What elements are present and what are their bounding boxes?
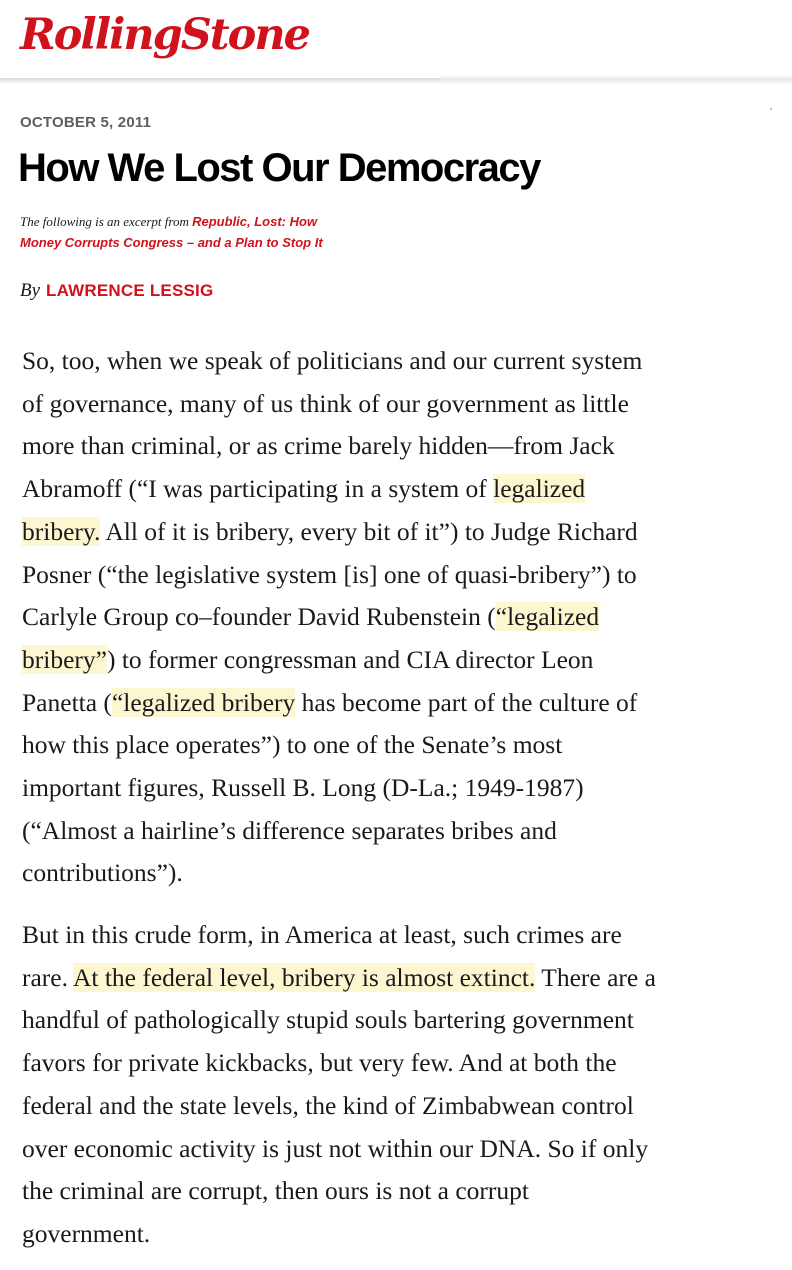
byline: [20, 280, 213, 302]
p2-line: the criminal are corrupt, then ours is not a corrupt: [22, 1176, 529, 1206]
excerpt-intro: The following is an excerpt from: [20, 214, 193, 229]
p1-line: more than criminal, or as crime barely hidden—from Jack: [22, 431, 615, 461]
highlighted-text: bribery.: [22, 516, 101, 546]
p1-line: [22, 468, 792, 511]
p1-line: how this place operates”) to one of the Senate’s most: [22, 730, 563, 760]
rolling-stone-logo[interactable]: RollingStone: [20, 10, 309, 60]
highlighted-text: bribery”: [22, 644, 107, 674]
p1-line: [22, 511, 792, 554]
text-run: There are a: [535, 962, 656, 992]
p1-line: important figures, Russell B. Long (D-La.; 1949-1987): [22, 773, 584, 803]
article-title: How We Lost Our Democracy: [18, 146, 540, 190]
excerpt-note: [20, 211, 400, 253]
book-link-line1: Republic, Lost: How: [192, 214, 318, 229]
decorative-dot: [770, 108, 772, 110]
p2-line: favors for private kickbacks, but very few. And at both the: [22, 1048, 617, 1078]
highlighted-text: At the federal level, bribery is almost extinct.: [72, 962, 536, 992]
p2-line: handful of pathologically stupid souls bartering government: [22, 1005, 634, 1035]
p1-line: So, too, when we speak of politicians and our current system: [22, 346, 643, 375]
highlighted-text: legalized: [493, 474, 586, 504]
p2-line: over economic activity is just not within our DNA. So if only: [22, 1133, 649, 1163]
text-run: Carlyle Group co–founder David Rubenstein (: [22, 602, 496, 632]
p1-line: contributions”).: [22, 858, 183, 888]
text-run: rare.: [22, 962, 73, 992]
highlighted-text: “legalized: [495, 602, 600, 632]
highlighted-text: “legalized bribery: [111, 687, 296, 717]
text-run: Panetta (: [22, 687, 112, 717]
p2-line: federal and the state levels, the kind of Zimbabwean control: [22, 1090, 634, 1120]
p1-line: [22, 639, 792, 682]
p2-line: government.: [22, 1218, 151, 1248]
site-header: [0, 0, 792, 80]
p1-line: Posner (“the legislative system [is] one of quasi-bribery”) to: [22, 559, 637, 589]
book-link-line2: Money Corrupts Congress – and a Plan to Stop It: [20, 235, 323, 250]
paragraph-2: [22, 914, 792, 1256]
p1-line: (“Almost a hairline’s difference separates bribes and: [22, 815, 557, 845]
p1-line: [22, 682, 792, 725]
header-divider-right: [440, 76, 792, 84]
p2-line: But in this crude form, in America at least, such crimes are: [22, 920, 622, 949]
text-run: Abramoff (“I was participating in a system of: [22, 474, 494, 504]
byline-by: By: [20, 280, 41, 301]
p1-line: of governance, many of us think of our government as little: [22, 388, 629, 418]
article-date: OCTOBER 5, 2011: [20, 114, 152, 131]
text-run: ) to former congressman and CIA director Leon: [106, 644, 594, 674]
author-link[interactable]: LAWRENCE LESSIG: [46, 281, 214, 300]
text-run: has become part of the culture of: [295, 687, 638, 717]
p1-line: [22, 596, 792, 639]
text-run: All of it is bribery, every bit of it”) to Judge Richard: [100, 516, 638, 546]
p2-line: [22, 957, 792, 1000]
paragraph-1: [22, 340, 792, 895]
